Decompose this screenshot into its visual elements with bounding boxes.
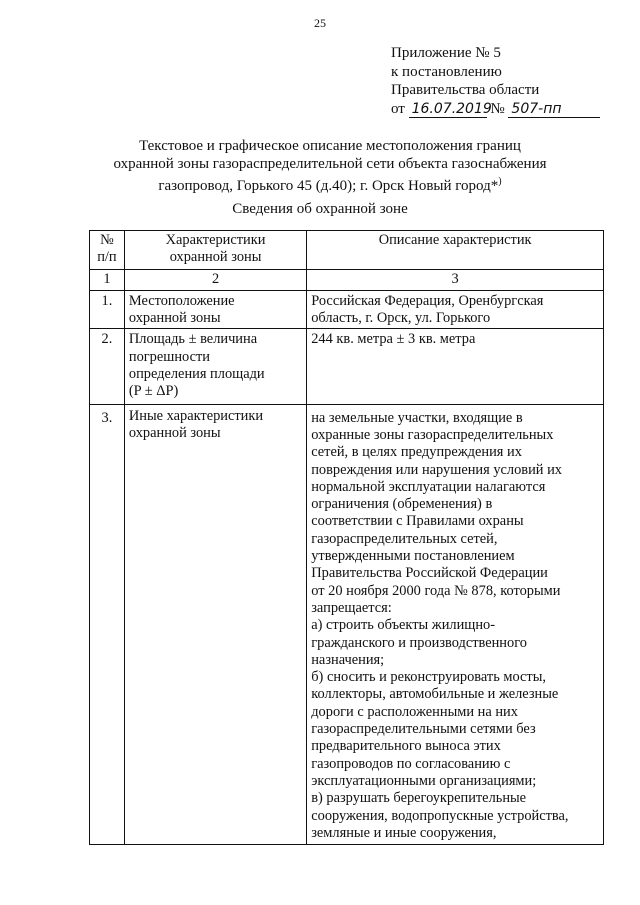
row-characteristic — [124, 329, 306, 404]
header-characteristics-text: Характеристики охранной зоны — [165, 232, 266, 266]
zone-table — [89, 230, 604, 845]
row-description-text: на земельные участки, входящие в охранные зоны газораспределительных сетей, в целях предупреждения их повреждения или нарушения условий их нормальной эксплуатации налагаются ограничения (обременения) в соответствии с Правилами охраны газораспределительных сетей, утвержденными постановлением Правительства Российской Федерации от 20 ноября 2000 года № 878, которыми запрещается: а) строить объекты жилищно- гражданского и производственного назначения; б) сносить и реконструировать мосты, коллекторы, автомобильные и железные дороги с расположенными на них газораспределительными сетями без предварительного выноса этих газопроводов по согласованию с эксплуатационными организациями; в) разрушать берегоукрепительные сооружения, водопропускные устройства, земляные и иные сооружения, — [311, 409, 569, 841]
index-cell: 1 — [90, 269, 125, 290]
document-title — [90, 137, 570, 195]
header-number — [90, 231, 125, 270]
row-description-text: 244 кв. метра ± 3 кв. метра — [311, 331, 476, 348]
row-number: 1. — [90, 290, 125, 329]
appendix-header — [391, 44, 600, 118]
header-characteristics — [124, 231, 306, 270]
header-description-text: Описание характеристик — [378, 232, 532, 248]
appendix-line-3: Правительства области — [391, 82, 540, 98]
handwritten-number: 507-пп — [508, 102, 600, 118]
row-description-text: Российская Федерация, Оренбургская область, г. Орск, ул. Горького — [311, 292, 544, 327]
footnote-mark: ) — [498, 176, 502, 187]
date-prefix: от — [391, 100, 405, 117]
appendix-date-line — [391, 100, 600, 119]
number-prefix: № — [490, 100, 505, 117]
section-title: Сведения об охранной зоне — [232, 201, 408, 217]
row-characteristic — [124, 290, 306, 329]
table-row — [90, 290, 604, 329]
table-row — [90, 329, 604, 404]
row-number: 3. — [90, 404, 125, 844]
title-line-3 — [90, 173, 570, 195]
title-line-1: Текстовое и графическое описание местоположения границ — [139, 138, 521, 154]
header-description — [307, 231, 604, 270]
handwritten-date: 16.07.2019 — [409, 102, 487, 118]
appendix-line-1: Приложение № 5 — [391, 45, 501, 61]
table-row — [90, 404, 604, 844]
row-characteristic-text: Площадь ± величина погрешности определения площади (P ± ΔP) — [128, 331, 265, 400]
appendix-line-2: к постановлению — [391, 63, 502, 80]
row-characteristic-text: Местоположение охранной зоны — [128, 292, 235, 327]
row-description — [307, 290, 604, 329]
row-number: 2. — [90, 329, 125, 404]
title-line-3-text: газопровод, Горького 45 (д.40); г. Орск Новый город* — [158, 178, 499, 194]
table-index-row — [90, 269, 604, 290]
index-cell: 2 — [124, 269, 306, 290]
index-cell: 3 — [307, 269, 604, 290]
row-characteristic — [124, 404, 306, 844]
title-line-2: охранной зоны газораспределительной сети объекта газоснабжения — [113, 156, 547, 172]
page-number: 25 — [314, 16, 326, 30]
header-number-text: № п/п — [97, 232, 117, 266]
table-header-row — [90, 231, 604, 270]
row-characteristic-text: Иные характеристики охранной зоны — [128, 407, 264, 441]
row-description — [307, 404, 604, 844]
row-description — [307, 329, 604, 404]
